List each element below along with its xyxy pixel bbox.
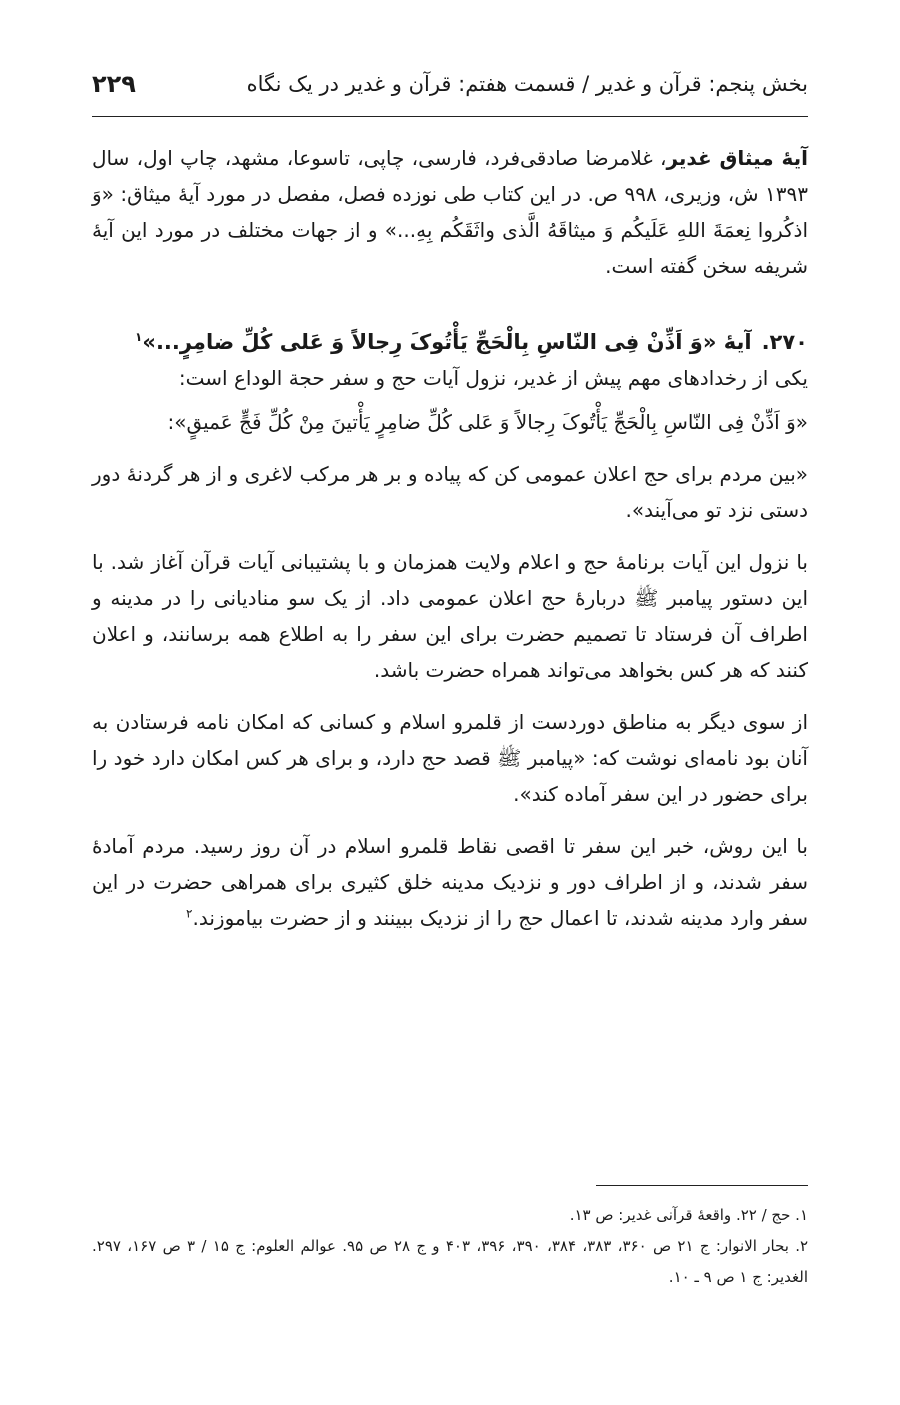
page-number: ۲۲۹	[92, 70, 136, 98]
footnote-ref-1: ۱	[135, 330, 143, 344]
footnotes	[92, 1200, 808, 1293]
running-header	[92, 68, 808, 108]
running-header-title: بخش پنجم: قرآن و غدیر / قسمت هفتم: قرآن و غدیر در یک نگاه	[246, 72, 808, 96]
footnote-divider	[596, 1185, 808, 1186]
quran-verse: «وَ اَذِّنْ فِی النّاسِ بِالْحَجِّ یَأْتُوکَ رِجالاً وَ عَلی کُلِّ ضامِرٍ یَأْتینَ مِنْ کُلِّ فَجٍّ عَمیقٍ»:	[167, 410, 808, 434]
intro-text: ، غلامرضا صادقی‌فرد، فارسی، چاپی، تاسوعا، مشهد، چاپ اول، سال ۱۳۹۳ ش، وزیری، ۹۹۸ ص. در این کتاب طی نوزده فصل، مفصل در مورد آیهٔ میثاق: «وَ اذکُروا نِعمَةَ اللهِ عَلَیکُم وَ میثاقَهُ الَّذی واثَقَکُم بِهِ...» و از جهات مختلف در مورد این آیهٔ شریفه سخن گفته است.	[92, 146, 809, 278]
footnote-1: ۱. حج / ۲۲. واقعهٔ قرآنی غدیر: ص ۱۳.	[569, 1206, 808, 1224]
entry-title: آیهٔ «وَ اَذِّنْ فِی النّاسِ بِالْحَجِّ یَأْتُوکَ رِجالاً وَ عَلی کُلِّ ضامِرٍ...»	[142, 330, 752, 354]
paragraph-4-text: با این روش، خبر این سفر تا اقصی نقاط قلمرو اسلام در آن روز رسید. مردم آمادهٔ سفر شدند، و از اطراف دور و نزدیک مدینه خلق کثیری برای همراهی حضرت در این سفر وارد مدینه شدند، تا اعمال حج را از نزدیک ببینند و از حضرت بیاموزند.	[92, 834, 808, 930]
footnote-2: ۲. بحار الانوار: ج ۲۱ ص ۳۶۰، ۳۸۳، ۳۸۴، ۳۹۰، ۳۹۶، ۴۰۳ و ج ۲۸ ص ۹۵. عوالم العلوم: ج ۱۵ / ۳ ص ۱۶۷، ۲۹۷. الغدیر: ج ۱ ص ۹ ـ ۱۰.	[92, 1237, 809, 1286]
entry-number: ۲۷۰.	[761, 330, 808, 354]
paragraph-4	[92, 828, 808, 936]
main-text	[92, 140, 808, 936]
paragraph-2: با نزول این آیات برنامهٔ حج و اعلام ولایت همزمان و با پشتیبانی آیات قرآن آغاز شد. با این دستور پیامبر ﷺ دربارهٔ حج اعلان عمومی داد. از یک سو منادیانی را در مدینه و اطراف آن فرستاد تا تصمیم حضرت برای این سفر را به اطلاع همه برسانند، و اعلان کنند که هر کس بخواهد می‌تواند همراه حضرت باشد.	[92, 550, 808, 682]
paragraph-3: از سوی دیگر به مناطق دوردست از قلمرو اسلام و کسانی که امکان نامه فرستادن به آنان بود نامه‌ای نوشت که: «پیامبر ﷺ قصد حج دارد، و برای هر کس امکان دارد خود را برای حضور در این سفر آماده کند».	[92, 710, 808, 806]
verse-translation: «بین مردم برای حج اعلان عمومی کن که پیاده و بر هر مرکب لاغری و از هر گردنهٔ دور دستی نزد تو می‌آیند».	[92, 462, 808, 522]
footnote-ref-2: ۲	[186, 906, 193, 921]
entry-heading	[92, 324, 808, 360]
intro-paragraph	[92, 140, 808, 284]
book-title: آیهٔ میثاق غدیر	[666, 146, 809, 170]
paragraph-1: یکی از رخدادهای مهم پیش از غدیر، نزول آیات حج و سفر حجة الوداع است:	[178, 366, 808, 390]
header-divider	[92, 116, 808, 117]
